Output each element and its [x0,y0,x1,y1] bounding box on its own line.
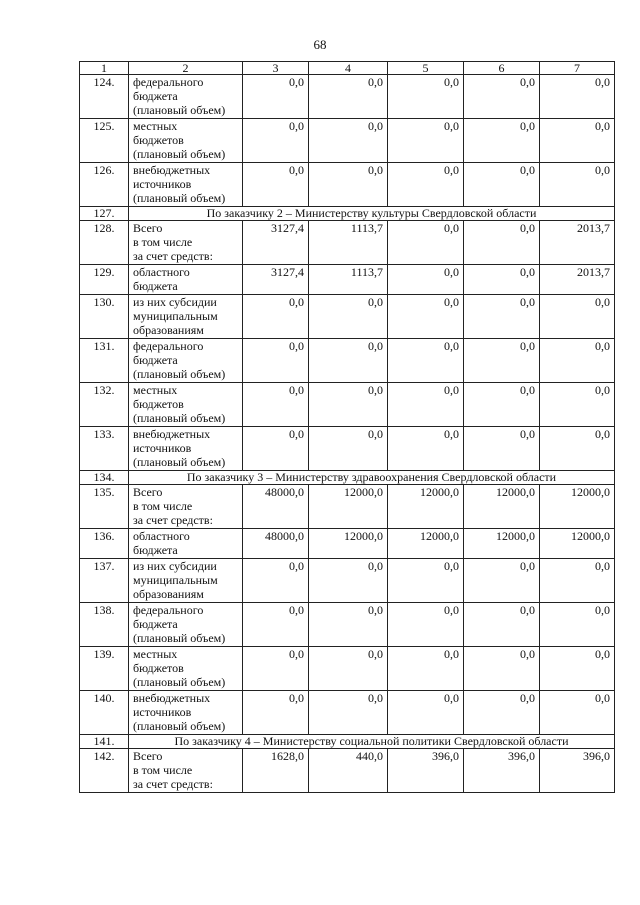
amount-cell: 2013,7 [540,221,615,265]
section-row [80,471,615,485]
column-header: 6 [464,62,540,75]
amount-cell: 12000,0 [540,529,615,559]
column-header: 5 [388,62,464,75]
row-number: 139. [80,647,129,691]
table-row [80,603,615,647]
table-row [80,163,615,207]
amount-cell: 0,0 [243,295,309,339]
row-number: 137. [80,559,129,603]
amount-cell: 0,0 [309,75,388,119]
amount-cell: 0,0 [243,603,309,647]
amount-cell: 396,0 [540,749,615,793]
table-row [80,647,615,691]
amount-cell: 0,0 [464,119,540,163]
amount-cell: 0,0 [243,691,309,735]
amount-cell: 0,0 [309,647,388,691]
column-header: 4 [309,62,388,75]
amount-cell: 12000,0 [309,485,388,529]
section-title: По заказчику 2 – Министерству культуры Свердловской области [129,207,615,221]
table-row [80,339,615,383]
table-row [80,295,615,339]
amount-cell: 0,0 [388,339,464,383]
amount-cell: 12000,0 [540,485,615,529]
row-number: 129. [80,265,129,295]
amount-cell: 0,0 [388,295,464,339]
amount-cell: 0,0 [540,119,615,163]
table-row [80,119,615,163]
table-row [80,485,615,529]
amount-cell: 0,0 [540,647,615,691]
amount-cell: 0,0 [540,603,615,647]
amount-cell: 0,0 [309,603,388,647]
row-number: 136. [80,529,129,559]
amount-cell: 396,0 [464,749,540,793]
amount-cell: 0,0 [388,647,464,691]
column-number-header-row [80,62,615,75]
amount-cell: 0,0 [309,295,388,339]
amount-cell: 0,0 [243,427,309,471]
amount-cell: 0,0 [388,163,464,207]
amount-cell: 0,0 [309,383,388,427]
amount-cell: 0,0 [464,691,540,735]
funding-source-label: местных бюджетов (плановый объем) [129,647,243,691]
funding-source-label: местных бюджетов (плановый объем) [129,119,243,163]
section-title: По заказчику 3 – Министерству здравоохранения Свердловской области [129,471,615,485]
amount-cell: 0,0 [540,295,615,339]
amount-cell: 0,0 [309,163,388,207]
amount-cell: 0,0 [243,559,309,603]
amount-cell: 0,0 [309,427,388,471]
row-number: 135. [80,485,129,529]
amount-cell: 0,0 [243,647,309,691]
row-number: 141. [80,735,129,749]
row-number: 125. [80,119,129,163]
amount-cell: 0,0 [540,559,615,603]
funding-source-label: федерального бюджета (плановый объем) [129,603,243,647]
row-number: 124. [80,75,129,119]
row-number: 140. [80,691,129,735]
column-header: 2 [129,62,243,75]
amount-cell: 0,0 [388,383,464,427]
funding-source-label: из них субсидии муниципальным образованиям [129,559,243,603]
amount-cell: 0,0 [243,339,309,383]
funding-source-label: внебюджетных источников (плановый объем) [129,427,243,471]
amount-cell: 0,0 [540,691,615,735]
row-number: 138. [80,603,129,647]
table-row [80,265,615,295]
column-header: 3 [243,62,309,75]
amount-cell: 12000,0 [464,529,540,559]
table-row [80,427,615,471]
amount-cell: 0,0 [464,647,540,691]
row-number: 132. [80,383,129,427]
amount-cell: 12000,0 [388,485,464,529]
amount-cell: 0,0 [388,603,464,647]
row-number: 128. [80,221,129,265]
funding-source-label: Всего в том числе за счет средств: [129,485,243,529]
section-title: По заказчику 4 – Министерству социальной политики Свердловской области [129,735,615,749]
column-header: 7 [540,62,615,75]
amount-cell: 0,0 [309,119,388,163]
amount-cell: 0,0 [309,339,388,383]
amount-cell: 0,0 [243,163,309,207]
amount-cell: 0,0 [464,221,540,265]
section-row [80,735,615,749]
funding-source-label: Всего в том числе за счет средств: [129,221,243,265]
amount-cell: 0,0 [388,221,464,265]
amount-cell: 440,0 [309,749,388,793]
funding-source-label: федерального бюджета (плановый объем) [129,339,243,383]
table-row [80,221,615,265]
amount-cell: 396,0 [388,749,464,793]
table-row [80,559,615,603]
page-number: 68 [313,37,327,52]
amount-cell: 1113,7 [309,265,388,295]
row-number: 134. [80,471,129,485]
amount-cell: 0,0 [243,383,309,427]
amount-cell: 0,0 [464,603,540,647]
amount-cell: 1628,0 [243,749,309,793]
amount-cell: 0,0 [540,427,615,471]
amount-cell: 48000,0 [243,529,309,559]
amount-cell: 2013,7 [540,265,615,295]
column-header: 1 [80,62,129,75]
amount-cell: 0,0 [243,75,309,119]
amount-cell: 3127,4 [243,221,309,265]
amount-cell: 0,0 [243,119,309,163]
table-row [80,691,615,735]
amount-cell: 0,0 [540,339,615,383]
row-number: 131. [80,339,129,383]
amount-cell: 0,0 [388,427,464,471]
table-row [80,529,615,559]
amount-cell: 48000,0 [243,485,309,529]
amount-cell: 12000,0 [309,529,388,559]
funding-source-label: внебюджетных источников (плановый объем) [129,163,243,207]
table-row [80,383,615,427]
row-number: 133. [80,427,129,471]
amount-cell: 0,0 [540,163,615,207]
amount-cell: 0,0 [309,691,388,735]
funding-source-label: местных бюджетов (плановый объем) [129,383,243,427]
row-number: 127. [80,207,129,221]
amount-cell: 0,0 [464,427,540,471]
amount-cell: 12000,0 [464,485,540,529]
funding-source-label: внебюджетных источников (плановый объем) [129,691,243,735]
amount-cell: 0,0 [464,265,540,295]
section-row [80,207,615,221]
row-number: 126. [80,163,129,207]
amount-cell: 0,0 [309,559,388,603]
row-number: 130. [80,295,129,339]
funding-source-label: областного бюджета [129,265,243,295]
amount-cell: 3127,4 [243,265,309,295]
amount-cell: 0,0 [464,163,540,207]
amount-cell: 0,0 [388,75,464,119]
table-row [80,75,615,119]
amount-cell: 0,0 [540,383,615,427]
amount-cell: 1113,7 [309,221,388,265]
amount-cell: 0,0 [388,559,464,603]
funding-source-label: областного бюджета [129,529,243,559]
funding-source-label: из них субсидии муниципальным образованиям [129,295,243,339]
amount-cell: 0,0 [464,339,540,383]
budget-table-body [80,62,615,793]
amount-cell: 12000,0 [388,529,464,559]
amount-cell: 0,0 [464,559,540,603]
amount-cell: 0,0 [464,295,540,339]
amount-cell: 0,0 [388,119,464,163]
amount-cell: 0,0 [540,75,615,119]
table-row [80,749,615,793]
row-number: 142. [80,749,129,793]
amount-cell: 0,0 [388,691,464,735]
amount-cell: 0,0 [464,383,540,427]
amount-cell: 0,0 [388,265,464,295]
funding-source-label: федерального бюджета (плановый объем) [129,75,243,119]
funding-source-label: Всего в том числе за счет средств: [129,749,243,793]
budget-table [79,61,615,793]
amount-cell: 0,0 [464,75,540,119]
